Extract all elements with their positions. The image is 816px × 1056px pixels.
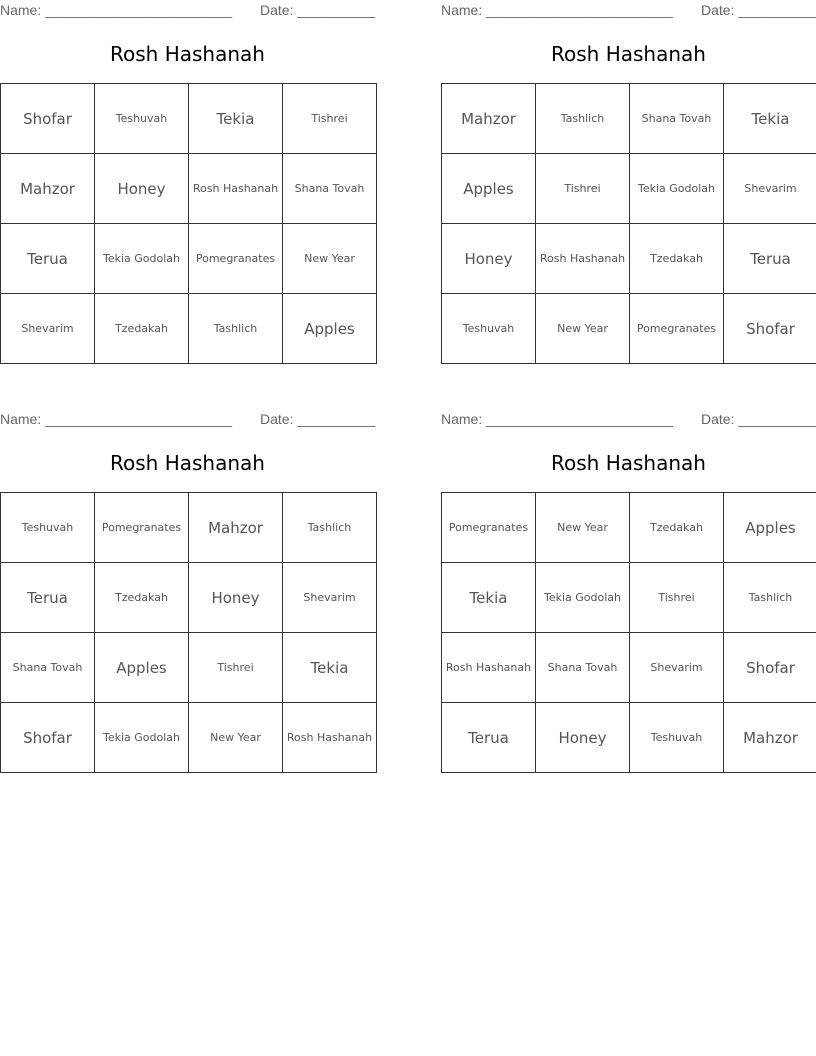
- grid-cell: Shofar: [1, 84, 95, 154]
- grid-cell: Rosh Hashanah: [189, 154, 283, 224]
- grid-cell: Mahzor: [1, 154, 95, 224]
- grid-cell: Tzedakah: [95, 294, 189, 364]
- grid-cell: Tishrei: [630, 563, 724, 633]
- grid-row: [1, 633, 377, 703]
- grid-cell: Tekia: [724, 84, 816, 154]
- grid-cell: Apples: [283, 294, 377, 364]
- bingo-grid: [441, 492, 816, 773]
- grid-row: [442, 154, 816, 224]
- grid-row: [1, 563, 377, 633]
- grid-cell: Shana Tovah: [630, 84, 724, 154]
- header-row: [0, 411, 375, 429]
- grid-cell: Shofar: [724, 633, 816, 703]
- grid-row: [1, 224, 377, 294]
- grid-cell: Tzedakah: [630, 493, 724, 563]
- card-title: Rosh Hashanah: [551, 42, 706, 66]
- grid-cell: Teshuvah: [95, 84, 189, 154]
- grid-cell: Mahzor: [724, 703, 816, 773]
- grid-cell: Tishrei: [536, 154, 630, 224]
- grid-cell: Tashlich: [536, 84, 630, 154]
- grid-cell: Apples: [442, 154, 536, 224]
- name-field: Name: ________________________: [0, 2, 232, 18]
- grid-cell: Rosh Hashanah: [536, 224, 630, 294]
- grid-row: [442, 224, 816, 294]
- grid-cell: New Year: [536, 294, 630, 364]
- grid-cell: Tzedakah: [630, 224, 724, 294]
- name-field: Name: ________________________: [441, 411, 673, 427]
- grid-row: [442, 703, 816, 773]
- grid-cell: Tekia Godolah: [536, 563, 630, 633]
- grid-row: [1, 154, 377, 224]
- grid-cell: Terua: [724, 224, 816, 294]
- date-field: Date: __________: [260, 411, 376, 427]
- grid-cell: Pomegranates: [630, 294, 724, 364]
- grid-cell: Shofar: [1, 703, 95, 773]
- card-title: Rosh Hashanah: [551, 451, 706, 475]
- date-field: Date: __________: [701, 411, 816, 427]
- card-title: Rosh Hashanah: [110, 451, 265, 475]
- bingo-grid: [0, 83, 377, 364]
- grid-cell: Terua: [1, 224, 95, 294]
- grid-row: [1, 493, 377, 563]
- grid-cell: Shofar: [724, 294, 816, 364]
- grid-cell: Honey: [95, 154, 189, 224]
- grid-cell: Rosh Hashanah: [283, 703, 377, 773]
- grid-cell: Tishrei: [283, 84, 377, 154]
- grid-cell: Shana Tovah: [536, 633, 630, 703]
- grid-cell: Shevarim: [630, 633, 724, 703]
- header-row: [441, 411, 816, 429]
- date-field: Date: __________: [260, 2, 376, 18]
- header-row: [441, 2, 816, 20]
- header-row: [0, 2, 375, 20]
- grid-cell: Rosh Hashanah: [442, 633, 536, 703]
- bingo-grid: [0, 492, 377, 773]
- name-field: Name: ________________________: [0, 411, 232, 427]
- grid-row: [442, 493, 816, 563]
- name-field: Name: ________________________: [441, 2, 673, 18]
- bingo-card-2: [441, 0, 816, 372]
- grid-cell: Tekia: [442, 563, 536, 633]
- grid-cell: Pomegranates: [189, 224, 283, 294]
- grid-row: [442, 563, 816, 633]
- grid-cell: Terua: [1, 563, 95, 633]
- grid-cell: Teshuvah: [630, 703, 724, 773]
- date-field: Date: __________: [701, 2, 816, 18]
- grid-cell: Honey: [442, 224, 536, 294]
- grid-cell: Teshuvah: [1, 493, 95, 563]
- grid-cell: Tekia: [283, 633, 377, 703]
- grid-cell: New Year: [283, 224, 377, 294]
- grid-row: [1, 294, 377, 364]
- grid-row: [442, 84, 816, 154]
- card-title: Rosh Hashanah: [110, 42, 265, 66]
- grid-cell: Shevarim: [1, 294, 95, 364]
- grid-row: [442, 633, 816, 703]
- grid-cell: Shana Tovah: [283, 154, 377, 224]
- grid-row: [1, 703, 377, 773]
- bingo-card-3: [0, 409, 375, 781]
- grid-row: [1, 84, 377, 154]
- grid-cell: Tashlich: [724, 563, 816, 633]
- grid-cell: Teshuvah: [442, 294, 536, 364]
- grid-cell: Pomegranates: [442, 493, 536, 563]
- grid-cell: Tekia Godolah: [95, 224, 189, 294]
- grid-cell: Mahzor: [189, 493, 283, 563]
- grid-cell: Apples: [95, 633, 189, 703]
- grid-cell: Tekia Godolah: [630, 154, 724, 224]
- bingo-card-4: [441, 409, 816, 781]
- grid-cell: Tekia Godolah: [95, 703, 189, 773]
- bingo-card-1: [0, 0, 375, 372]
- grid-cell: Terua: [442, 703, 536, 773]
- grid-cell: Pomegranates: [95, 493, 189, 563]
- bingo-grid: [441, 83, 816, 364]
- grid-cell: Honey: [536, 703, 630, 773]
- grid-cell: Tzedakah: [95, 563, 189, 633]
- grid-cell: Shana Tovah: [1, 633, 95, 703]
- grid-cell: Tekia: [189, 84, 283, 154]
- grid-cell: Shevarim: [724, 154, 816, 224]
- grid-cell: New Year: [536, 493, 630, 563]
- grid-row: [442, 294, 816, 364]
- grid-cell: Apples: [724, 493, 816, 563]
- grid-cell: New Year: [189, 703, 283, 773]
- grid-cell: Shevarim: [283, 563, 377, 633]
- grid-cell: Tishrei: [189, 633, 283, 703]
- grid-cell: Honey: [189, 563, 283, 633]
- grid-cell: Mahzor: [442, 84, 536, 154]
- grid-cell: Tashlich: [189, 294, 283, 364]
- grid-cell: Tashlich: [283, 493, 377, 563]
